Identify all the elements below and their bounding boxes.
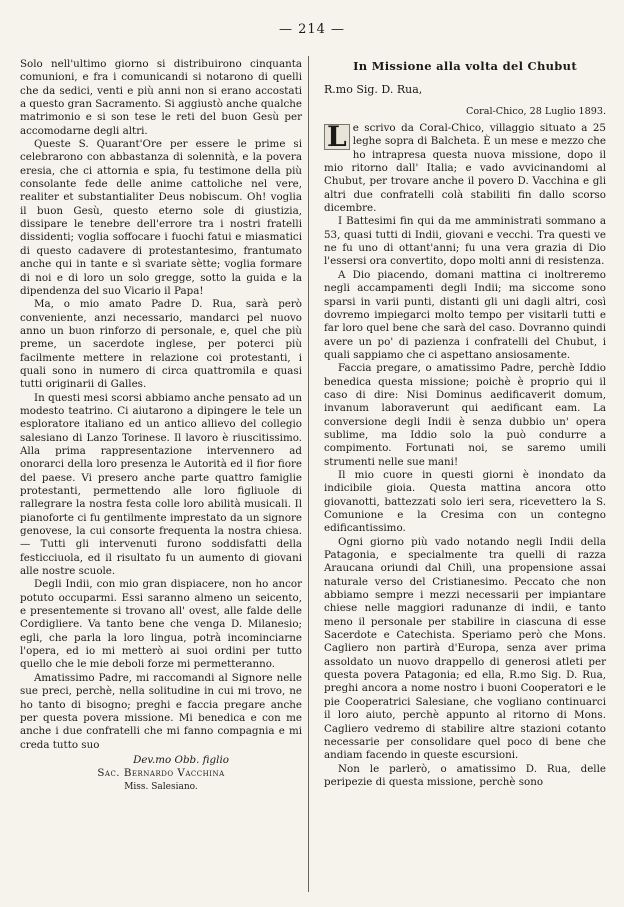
right-column: [324, 58, 606, 789]
paragraph: Non le parlerò, o amatissimo D. Rua, delle peripezie di questa missione, perchè sono: [324, 762, 606, 788]
signoff: [20, 754, 302, 794]
first-paragraph: [324, 122, 606, 215]
paragraph: Solo nell'ultimo giorno si distribuirono cinquanta comunioni, e fra i comunicandi si notarono di quelli che da sedici, venti e più anni non si erano accostati a questo gran Sacramento. Si aggiustò anche qualche matrimonio e si son tese le reti del buon Gesù per accomodarne degli altri.: [20, 58, 302, 137]
salutation: R.mo Sig. D. Rua,: [324, 83, 423, 97]
drop-cap: L: [324, 124, 350, 150]
paragraph: Queste S. Quarant'Ore per essere le prime si celebrarono con abbastanza di solennità, e la povera eresia, che ci attornia e spia, fu testimone della più consolante fede delle anime cattoliche nel vere, realiter et substantialiter Deus nobiscum. Oh! voglia il buon Gesù, questo eterno sole di giustizia, dissipare le tenebre dell'errore tra i nostri fratelli dissidenti; voglia soffocare i fuochi fatui e miasmatici di questo cadavere di protestantesimo, frantumato anche qui in tante e sì svariate sètte; voglia formare di noi e di loro un solo gregge, sotto la guida e la dipendenza del suo Vicario il Papa!: [20, 138, 302, 297]
author-role: Miss. Salesiano.: [124, 781, 198, 792]
paragraph: Amatissimo Padre, mi raccomandi al Signore nelle sue preci, perchè, nella solitudine in cui mi trovo, ne ho tanto di bisogno; preghi e faccia pregare anche per questa povera missione. Mi benedica e con me anche i due confratelli che mi fanno compagnia e mi creda tutto suo: [20, 671, 302, 751]
left-column: [20, 58, 302, 794]
dateline: Coral-Chico, 28 Luglio 1893.: [466, 105, 606, 117]
paragraph: Il mio cuore in questi giorni è inondato da indicibile gioia. Questa mattina ancora otto giovanotti, battezzati solo ieri sera, ricevettero la S. Comunione e la Cresima con un contegno edificantissimo.: [324, 468, 606, 535]
article-heading: In Missione alla volta del Chubut: [353, 59, 577, 73]
paragraph: I Battesimi fin qui da me amministrati sommano a 53, quasi tutti di Indii, giovani e vecchi. Tra questi ve ne fu uno di ottant'anni; fu una vera grazia di Dio l'essersi ora convertito, dopo molti anni di resistenza.: [324, 215, 606, 268]
paragraph: Ma, o mio amato Padre D. Rua, sarà però conveniente, anzi necessario, mandarci pel nuovo anno un buon rinforzo di personale, e, quel che più preme, un sacerdote inglese, per poterci più facilmente mettere in relazione coi protestanti, i quali sono in numero di circa quattromila e quasi tutti originarii di Galles.: [20, 298, 302, 391]
paragraph: Faccia pregare, o amatissimo Padre, perchè Iddio benedica questa missione; poichè è proprio qui il caso di dire: Nisi Dominus aedificaverit domum, invanum laboraverunt qui aedificant eam. La conversione degli Indii è senza dubbio un' opera sublime, ma Iddio solo la può condurre a compimento. Fortunati noi, se saremo umili strumenti nelle sue mani!: [324, 362, 606, 468]
closing: Dev.mo Obb. figlio: [133, 753, 229, 766]
paragraph: In questi mesi scorsi abbiamo anche pensato ad un modesto teatrino. Ci aiutarono a dipingere le tele un esploratore italiano ed un antico allievo del collegio salesiano di Lanzo Torinese. Il lavoro è riuscitissimo. Alla prima rappresentazione intervennero ad onorarci della loro presenza le Autorità ed il fior fiore del paese. Vi presero anche parte quattro famiglie protestanti, permettendo alle loro figliuole di rallegrare la nostra festa colle loro abilità musicali. Il pianoforte ci fu gentilmente imprestato da un signore genovese, la cui consorte frequenta la nostra chiesa. — Tutti gli intervenuti furono soddisfatti della festicciuola, ed il risultato fu un aumento di giovani alle nostre scuole.: [20, 391, 302, 578]
paragraph: Ogni giorno più vado notando negli Indii della Patagonia, e specialmente tra quelli di razza Araucana oriundi dal Chilì, una propensione assai naturale verso del Cristianesimo. Peccato che non abbiamo sempre i mezzi necessarii per impiantare chiese nelle maggiori radunanze di indii, e tanto meno il personale per stabilire in ciascuna di esse Sacerdote e Catechista. Speriamo però che Mons. Cagliero non partirà d'Europa, senza aver prima assoldato un nuovo drappello di generosi atleti per questa povera Patagonia; ed ella, R.mo Sig. D. Rua, preghi ancora a nome nostro i buoni Cooperatori e le pie Cooperatrici Salesiane, che vogliano continuarci il loro aiuto, perchè appunto al ritorno di Mons. Cagliero vedremo di stabilire altre stazioni cotanto necessarie per consolidare quel poco di bene che andiam facendo in queste escursioni.: [324, 535, 606, 762]
paragraph: A Dio piacendo, domani mattina ci inoltreremo negli accampamenti degli Indii; ma siccome sono sparsi in varii punti, distanti gli uni dagli altri, così dovremo impiegarci molto tempo per visitarli tutti e far loro quel bene che sarà del caso. Dovranno quindi avere un po' di pazienza i confratelli del Chubut, i quali sappiamo che ci aspettano ansiosamente.: [324, 268, 606, 361]
page-number: — 214 —: [278, 22, 346, 37]
paragraph: Degli Indii, con mio gran dispiacere, non ho ancor potuto occuparmi. Essi saranno almeno un seicento, e presentemente si trovano all' ovest, alle falde delle Cordigliere. Va tanto bene che venga D. Milanesio; egli, che parla la loro lingua, potrà incominciarne l'opera, ed io mi metterò ai suoi ordini per tutto quello che le mie deboli forze mi permetteranno.: [20, 578, 302, 671]
author-name: Sac. Bernardo Vacchina: [97, 767, 225, 780]
first-paragraph-text: e scrivo da Coral-Chico, villaggio situato a 25 leghe sopra di Balcheta. È un mese e mezzo che ho intrapresa questa nuova missione, dopo il mio ritorno dall' Italia; e vado avvicinandomi al Chubut, per trovare anche il povero D. Vacchina e gli altri due confratelli colà stabiliti fin dallo scorso dicembre.: [324, 122, 606, 215]
column-divider: [308, 56, 309, 892]
